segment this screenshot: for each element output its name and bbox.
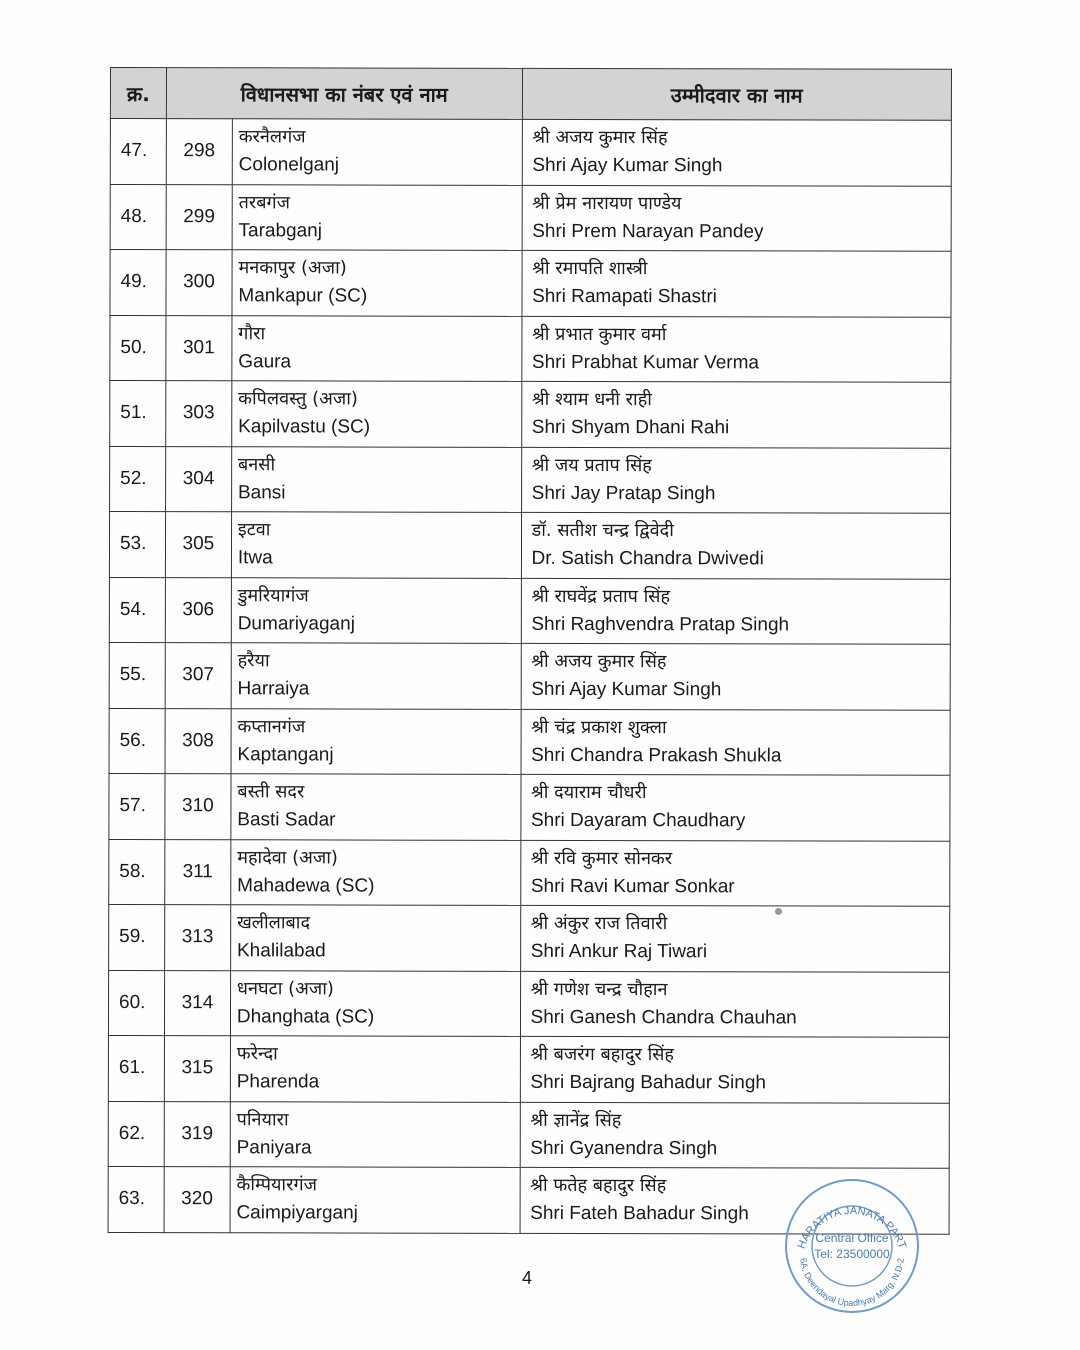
seal-ring-icon — [782, 1176, 922, 1316]
constituency-name-english: Mankapur (SC) — [238, 285, 368, 307]
constituency-cell — [232, 381, 522, 447]
constituency-name-hindi: इटवा — [237, 519, 271, 541]
serial-number: 61. — [108, 1035, 164, 1101]
serial-number: 50. — [110, 315, 166, 381]
header-candidate: उम्मीदवार का नाम — [522, 68, 952, 120]
serial-number: 60. — [108, 970, 164, 1036]
candidate-table — [108, 67, 952, 1234]
table-row — [110, 184, 951, 251]
party-seal-stamp — [782, 1176, 922, 1316]
serial-number: 58. — [109, 839, 165, 905]
constituency-name-hindi: डुमरियागंज — [237, 585, 309, 607]
constituency-cell — [231, 512, 521, 578]
constituency-name-english: Bansi — [237, 482, 286, 504]
serial-number: 47. — [110, 119, 166, 185]
candidate-name-hindi: श्री अजय कुमार सिंह — [532, 127, 668, 149]
constituency-name-english: Paniyara — [236, 1137, 312, 1159]
serial-number: 62. — [108, 1101, 164, 1167]
table-body — [108, 119, 951, 1234]
svg-text:6A, Deendayal Upadhyay Marg, N: 6A, Deendayal Upadhyay Marg, N.D-2 — [798, 1257, 906, 1309]
constituency-name-hindi: फरेन्दा — [236, 1043, 278, 1065]
candidate-cell — [521, 381, 951, 447]
ink-speck — [775, 908, 782, 915]
candidate-cell — [520, 774, 950, 840]
table-row — [108, 970, 949, 1037]
candidate-name-hindi: श्री राघवेंद्र प्रताप सिंह — [531, 585, 671, 607]
table-row — [110, 119, 951, 186]
constituency-cell — [231, 577, 521, 643]
candidate-cell — [521, 447, 951, 513]
constituency-name-hindi: कपिलवस्तु (अजा) — [238, 388, 358, 410]
constituency-cell — [232, 119, 522, 185]
constituency-cell — [232, 315, 522, 381]
candidate-name-hindi: श्री रमापति शास्त्री — [532, 258, 648, 280]
serial-number: 56. — [109, 708, 165, 774]
constituency-name-hindi: कैम्पियारगंज — [236, 1174, 317, 1196]
constituency-number: 313 — [165, 905, 231, 971]
table-header-row — [110, 68, 951, 121]
candidate-name-english: Shri Ajay Kumar Singh — [531, 679, 722, 701]
constituency-number: 300 — [166, 250, 232, 316]
candidate-name-english: Dr. Satish Chandra Dwivedi — [531, 548, 764, 570]
candidate-cell — [520, 971, 950, 1037]
table-row — [110, 446, 951, 513]
candidate-name-english: Shri Jay Pratap Singh — [531, 482, 716, 505]
candidate-name-hindi: श्री प्रभात कुमार वर्मा — [531, 323, 667, 345]
constituency-name-hindi: बनसी — [238, 454, 276, 476]
candidate-name-english: Shri Ajay Kumar Singh — [532, 155, 723, 177]
constituency-name-hindi: करनैलगंज — [238, 126, 306, 148]
constituency-name-hindi: तरबगंज — [238, 192, 291, 214]
table-row — [108, 1101, 949, 1168]
serial-number: 53. — [109, 512, 165, 578]
constituency-number: 315 — [164, 1036, 230, 1102]
candidate-name-hindi: डॉ. सतीश चन्द्र द्विवेदी — [531, 520, 674, 542]
constituency-cell — [231, 708, 521, 774]
constituency-name-hindi: मनकापुर (अजा) — [238, 257, 347, 279]
constituency-name-hindi: बस्ती सदर — [237, 781, 305, 803]
constituency-number: 304 — [166, 446, 232, 512]
table-row — [109, 708, 950, 775]
table-row — [109, 512, 950, 579]
constituency-name-hindi: पनियारा — [236, 1109, 289, 1131]
candidate-name-hindi: श्री बजरंग बहादुर सिंह — [530, 1044, 675, 1066]
candidate-name-english: Shri Prabhat Kumar Verma — [531, 351, 760, 374]
candidate-cell — [521, 709, 951, 775]
candidate-name-hindi: श्री अजय कुमार सिंह — [531, 651, 667, 673]
constituency-cell — [230, 905, 520, 971]
candidate-name-english: Shri Ramapati Shastri — [532, 286, 717, 308]
constituency-name-english: Pharenda — [236, 1071, 320, 1093]
candidate-cell — [521, 578, 951, 644]
constituency-name-hindi: कप्तानगंज — [237, 716, 306, 738]
candidate-name-hindi: श्री श्याम धनी राही — [531, 389, 652, 411]
candidate-cell — [520, 840, 950, 906]
candidate-name-english: Shri Ravi Kumar Sonkar — [530, 875, 735, 898]
serial-number: 63. — [108, 1166, 164, 1232]
constituency-number: 303 — [166, 381, 232, 447]
candidate-name-english: Shri Ankur Raj Tiwari — [530, 941, 708, 963]
constituency-number: 305 — [165, 512, 231, 578]
table-row — [109, 773, 950, 840]
constituency-name-hindi: खलीलाबाद — [237, 912, 311, 934]
constituency-name-english: Colonelganj — [238, 154, 340, 176]
serial-number: 57. — [109, 773, 165, 839]
constituency-number: 319 — [164, 1101, 230, 1167]
candidate-cell — [520, 1036, 950, 1102]
svg-text:BHARATIYA JANATA PARTY: HARATIYA JANATA PART — [795, 1204, 909, 1251]
constituency-cell — [231, 643, 521, 709]
constituency-number: 320 — [164, 1167, 230, 1233]
constituency-cell — [230, 970, 520, 1036]
header-constituency: विधानसभा का नंबर एवं नाम — [166, 68, 522, 120]
constituency-number: 306 — [165, 577, 231, 643]
constituency-name-english: Kapilvastu (SC) — [238, 416, 371, 438]
candidate-cell — [522, 250, 952, 316]
constituency-cell — [231, 774, 521, 840]
candidate-name-hindi: श्री गणेश चन्द्र चौहान — [530, 978, 668, 1000]
candidate-cell — [522, 119, 952, 185]
constituency-cell — [232, 184, 522, 250]
serial-number: 52. — [110, 446, 166, 512]
constituency-cell — [230, 1101, 520, 1167]
constituency-name-english: Mahadewa (SC) — [237, 875, 375, 897]
candidate-cell — [521, 316, 951, 382]
table-row — [110, 315, 951, 382]
candidate-name-hindi: श्री प्रेम नारायण पाण्डेय — [532, 192, 682, 214]
table-row — [110, 381, 951, 448]
constituency-name-hindi: हरैया — [237, 650, 270, 672]
candidate-name-hindi: श्री रवि कुमार सोनकर — [530, 847, 673, 869]
table-row — [109, 839, 950, 906]
constituency-name-english: Khalilabad — [237, 940, 326, 962]
constituency-number: 308 — [165, 708, 231, 774]
constituency-name-english: Kaptanganj — [237, 744, 334, 766]
seal-line-central-office: Central Office — [815, 1231, 889, 1245]
constituency-name-hindi: धनघटा (अजा) — [236, 978, 334, 1000]
constituency-name-english: Gaura — [238, 351, 292, 373]
constituency-cell — [230, 1167, 520, 1233]
candidate-name-english: Shri Fateh Bahadur Singh — [530, 1203, 749, 1225]
serial-number: 54. — [109, 577, 165, 643]
constituency-number: 298 — [166, 119, 232, 185]
serial-number: 55. — [109, 642, 165, 708]
constituency-name-english: Caimpiyarganj — [236, 1202, 358, 1224]
candidate-cell — [520, 1102, 950, 1168]
candidate-name-english: Shri Chandra Prakash Shukla — [531, 744, 782, 767]
candidate-name-english: Shri Dayaram Chaudhary — [530, 810, 746, 832]
candidate-cell — [521, 512, 951, 578]
table-row — [108, 1035, 949, 1102]
table-row — [110, 250, 951, 317]
serial-number: 59. — [109, 904, 165, 970]
constituency-name-english: Itwa — [237, 547, 273, 569]
table-row — [109, 904, 950, 971]
constituency-number: 311 — [165, 839, 231, 905]
candidate-name-english: Shri Gyanendra Singh — [530, 1137, 718, 1160]
constituency-number: 307 — [165, 643, 231, 709]
table-row — [109, 642, 950, 709]
constituency-name-hindi: गौरा — [238, 323, 266, 345]
candidate-name-english: Shri Ganesh Chandra Chauhan — [530, 1006, 797, 1029]
candidate-name-english: Shri Bajrang Bahadur Singh — [530, 1072, 767, 1094]
constituency-cell — [230, 1036, 520, 1102]
serial-number: 48. — [110, 184, 166, 250]
candidate-name-hindi: श्री ज्ञानेंद्र सिंह — [530, 1109, 622, 1131]
constituency-name-english: Basti Sadar — [237, 809, 336, 831]
candidate-name-hindi: श्री फतेह बहादुर सिंह — [530, 1175, 667, 1197]
header-serial: क्र. — [110, 68, 166, 119]
constituency-number: 310 — [165, 774, 231, 840]
candidate-name-hindi: श्री जय प्रताप सिंह — [531, 454, 652, 476]
serial-number: 49. — [110, 250, 166, 316]
constituency-cell — [232, 250, 522, 316]
table-row — [109, 577, 950, 644]
constituency-name-english: Tarabganj — [238, 220, 323, 242]
seal-line-telephone: Tel: 23500000 — [814, 1247, 890, 1261]
constituency-number: 301 — [166, 315, 232, 381]
candidate-name-english: Shri Shyam Dhani Rahi — [531, 417, 730, 439]
candidate-name-hindi: श्री चंद्र प्रकाश शुक्ला — [531, 716, 667, 738]
constituency-cell — [231, 839, 521, 905]
candidate-cell — [521, 643, 951, 709]
page-number: 4 — [521, 1268, 532, 1288]
candidate-name-hindi: श्री अंकुर राज तिवारी — [530, 913, 668, 935]
constituency-name-english: Dumariyaganj — [237, 613, 355, 635]
candidate-name-hindi: श्री दयाराम चौधरी — [531, 782, 647, 804]
constituency-name-english: Harraiya — [237, 678, 310, 700]
candidate-cell — [522, 185, 952, 251]
candidate-name-english: Shri Raghvendra Pratap Singh — [531, 613, 790, 636]
constituency-name-hindi: महादेवा (अजा) — [237, 847, 338, 869]
constituency-cell — [231, 446, 521, 512]
candidate-cell — [520, 905, 950, 971]
serial-number: 51. — [110, 381, 166, 447]
constituency-name-english: Dhanghata (SC) — [236, 1006, 375, 1028]
constituency-number: 299 — [166, 184, 232, 250]
candidate-name-english: Shri Prem Narayan Pandey — [532, 220, 764, 243]
constituency-number: 314 — [164, 970, 230, 1036]
